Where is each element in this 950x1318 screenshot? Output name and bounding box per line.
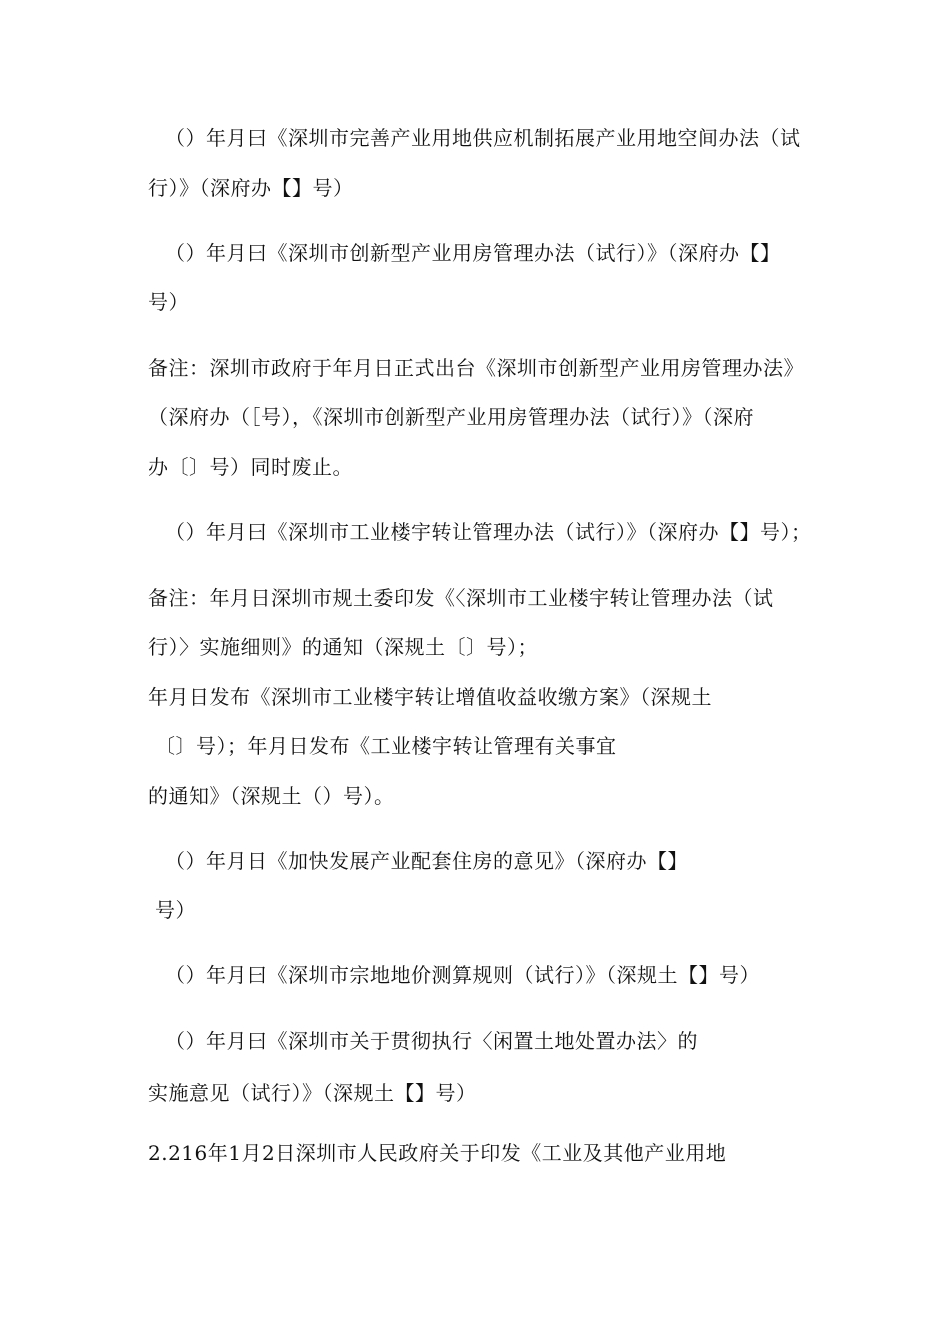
paragraph-6-line-1: （）年月曰《深圳市关于贯彻执行〈闲置土地处置办法〉的 xyxy=(165,1029,698,1053)
note-1-line-1: 备注：深圳市政府于年月日正式出台《深圳市创新型产业用房管理办法》 xyxy=(148,356,804,380)
paragraph-2-line-2: 号） xyxy=(148,290,189,314)
note-2-line-2: 行）〉实施细则》的通知（深规土〔〕号）； xyxy=(148,635,538,659)
note-2-line-3: 年月日发布《深圳市工业楼宇转让增值收益收缴方案》（深规土 xyxy=(148,685,712,709)
paragraph-1-line-1: （）年月曰《深圳市完善产业用地供应机制拓展产业用地空间办法（试 xyxy=(165,126,801,150)
paragraph-4-line-1: （）年月日《加快发展产业配套住房的意见》（深府办【】 xyxy=(165,849,688,873)
paragraph-1-line-2: 行）》（深府办【】号） xyxy=(148,176,354,200)
paragraph-5-line-1: （）年月曰《深圳市宗地地价测算规则（试行）》（深规土【】号） xyxy=(165,963,760,987)
note-2-line-1: 备注：年月日深圳市规土委印发《〈深圳市工业楼宇转让管理办法（试 xyxy=(148,586,774,610)
paragraph-7-line-1: 2.216年1月2日深圳市人民政府关于印发《工业及其他产业用地 xyxy=(148,1141,727,1165)
paragraph-2-line-1: （）年月曰《深圳市创新型产业用房管理办法（试行）》（深府办【】 xyxy=(165,241,781,265)
note-1-line-3: 办〔〕号）同时废止。 xyxy=(148,455,353,479)
paragraph-4-line-2: 号） xyxy=(155,898,196,922)
paragraph-6-line-2: 实施意见（试行）》（深规土【】号） xyxy=(148,1081,477,1105)
note-2-line-5: 的通知》（深规土（）号）。 xyxy=(148,784,395,808)
note-2-line-4: 〔〕号）；年月日发布《工业楼宇转让管理有关事宜 xyxy=(155,734,617,758)
paragraph-3-line-1: （）年月曰《深圳市工业楼宇转让管理办法（试行）》（深府办【】号）； xyxy=(165,520,812,544)
note-1-line-2: （深府办（［号），《深圳市创新型产业用房管理办法（试行）》（深府 xyxy=(148,405,754,429)
